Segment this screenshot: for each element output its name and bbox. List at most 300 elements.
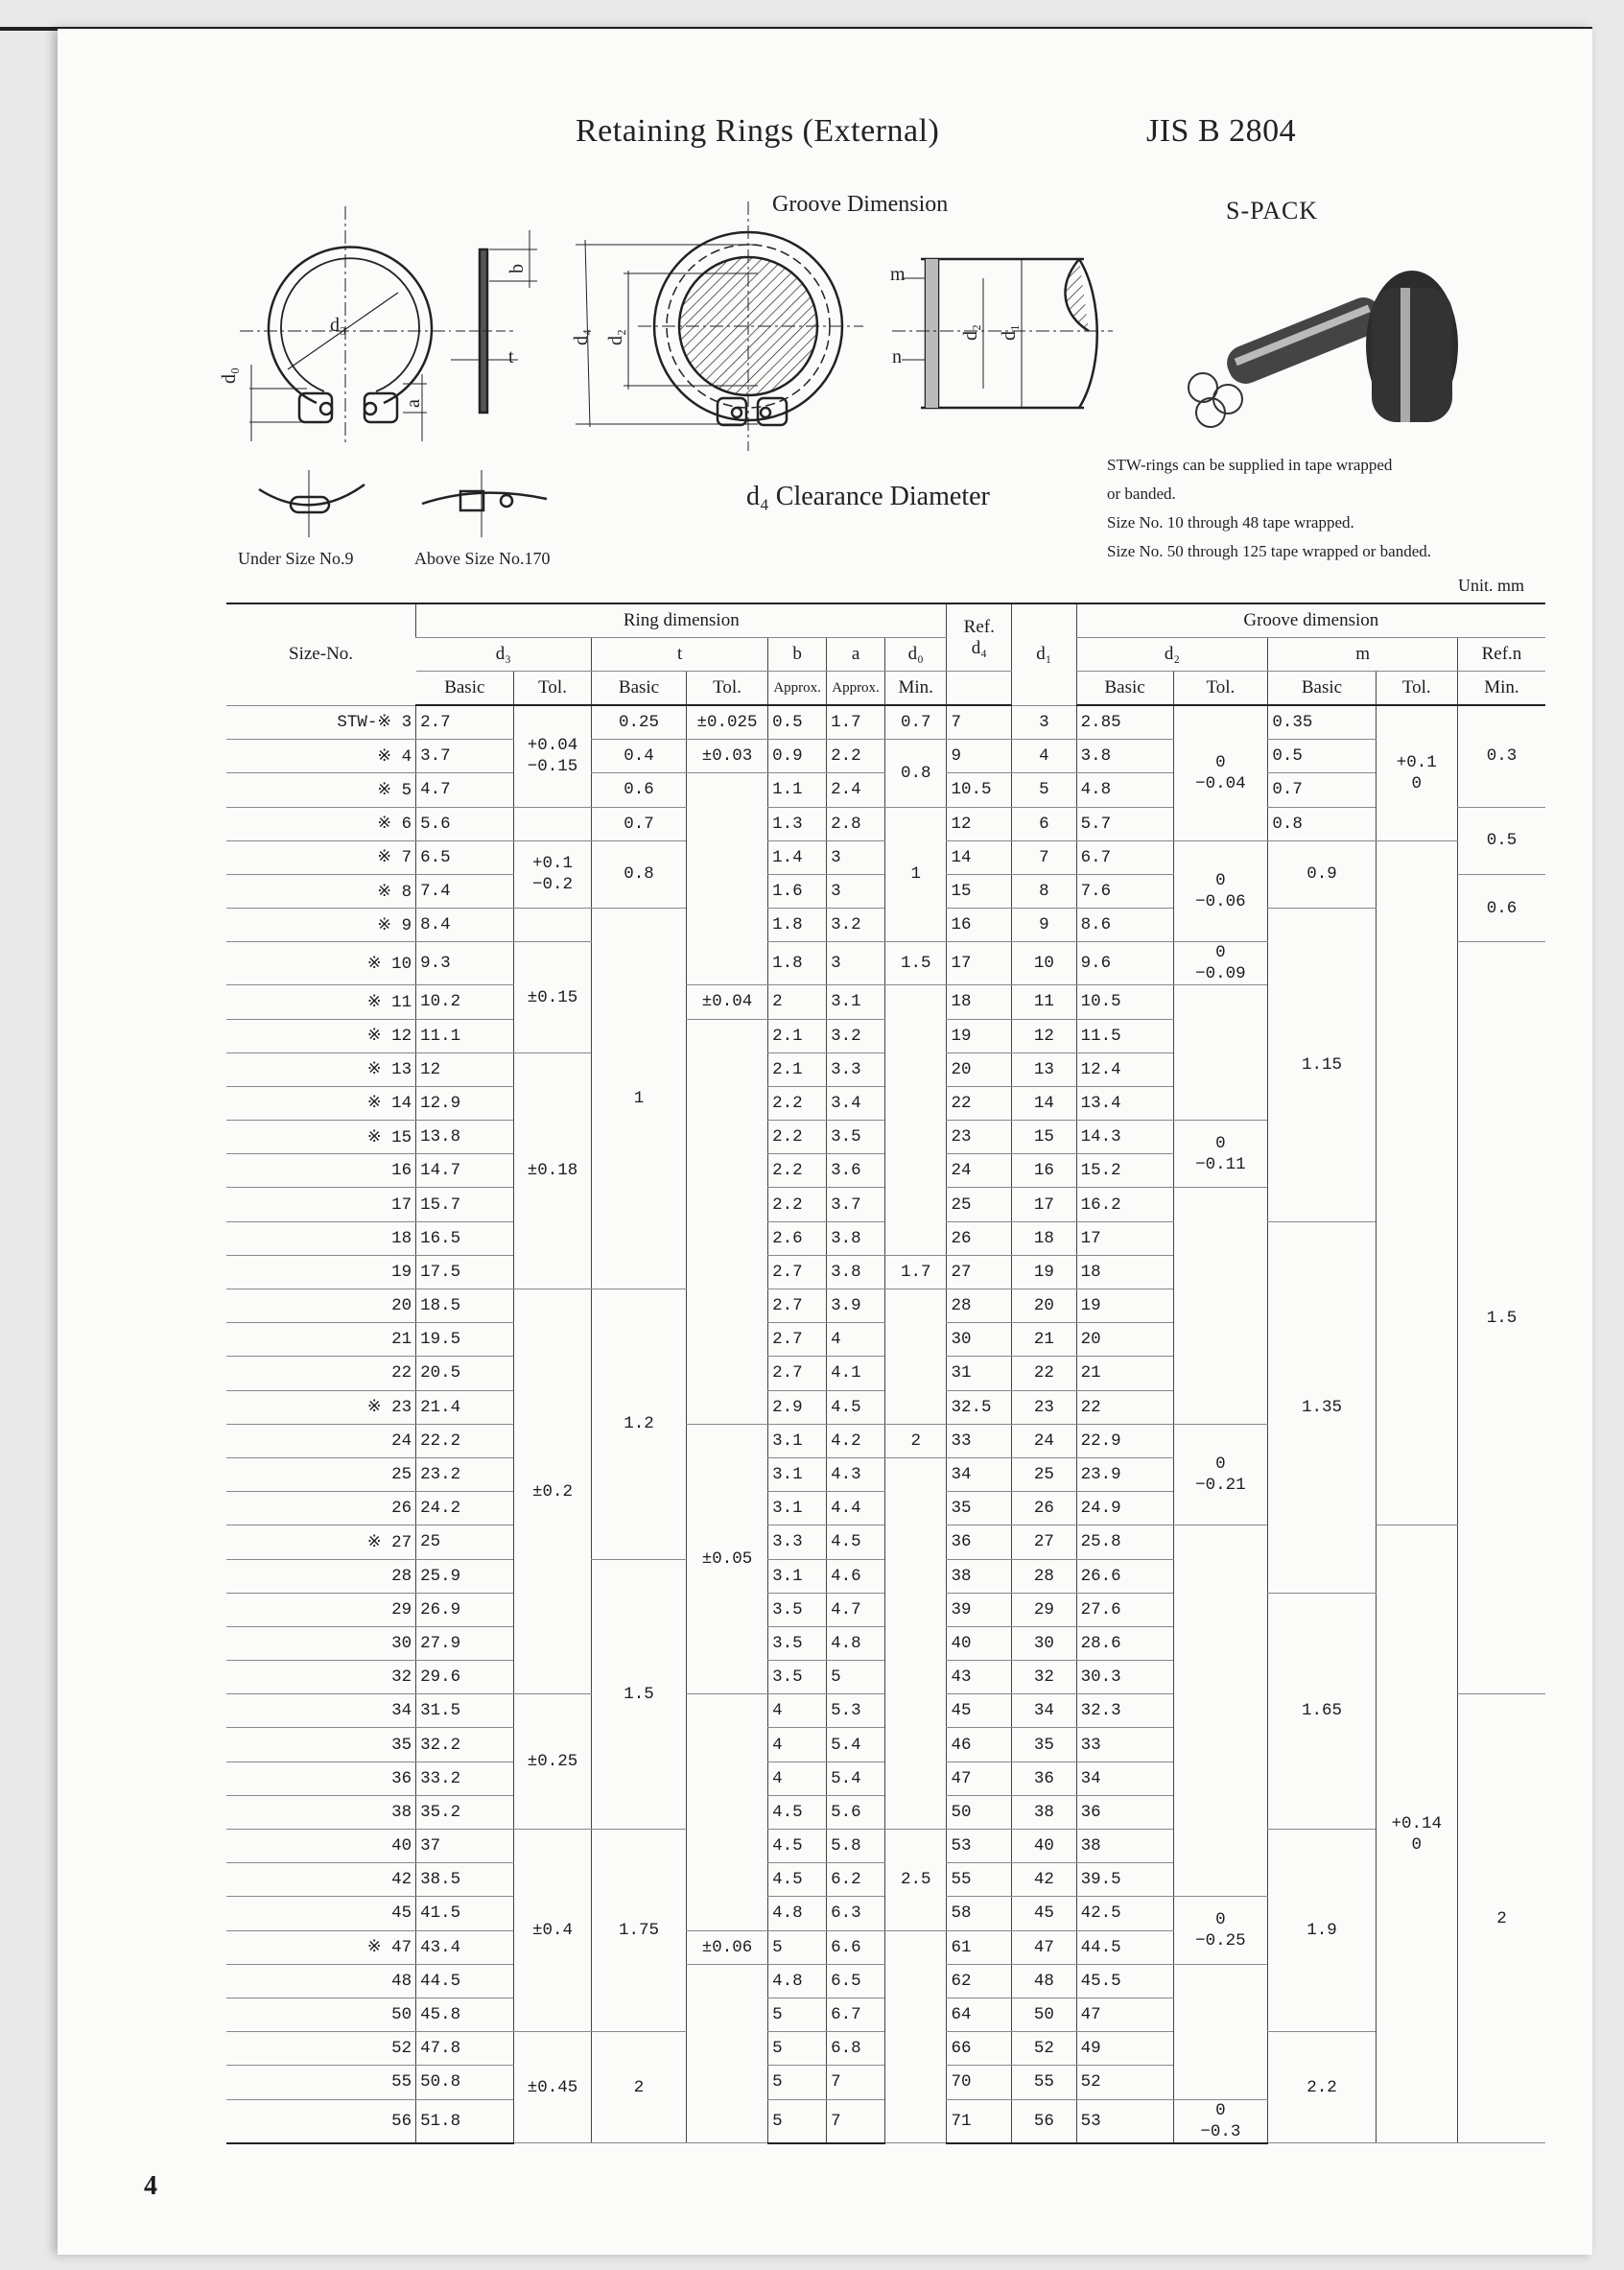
d3-basic-cell: 50.8 xyxy=(416,2066,514,2099)
b-approx-cell: 5 xyxy=(768,2066,827,2099)
d2-tol-cell: 0 −0.21 xyxy=(1173,1424,1268,1525)
b-approx-cell: 1.3 xyxy=(768,807,827,840)
d2-basic-cell: 14.3 xyxy=(1076,1121,1173,1154)
d1-cell: 17 xyxy=(1012,1188,1077,1221)
size-no-cell: 21 xyxy=(226,1323,416,1357)
d2-basic-cell: 18 xyxy=(1076,1255,1173,1289)
d4-ref-cell: 23 xyxy=(947,1121,1012,1154)
a-approx-cell: 3.8 xyxy=(827,1255,885,1289)
d4-ref-cell: 24 xyxy=(947,1154,1012,1188)
d4-ref-cell: 70 xyxy=(947,2066,1012,2099)
d3-basic-cell: 32.2 xyxy=(416,1728,514,1762)
d1-cell: 6 xyxy=(1012,807,1077,840)
size-no-cell: 40 xyxy=(226,1830,416,1863)
d2-basic-cell: 26.6 xyxy=(1076,1559,1173,1593)
b-approx-cell: 2.7 xyxy=(768,1255,827,1289)
a-label: a xyxy=(403,399,424,408)
d4-ref-cell: 55 xyxy=(947,1863,1012,1897)
d3-basic-cell: 21.4 xyxy=(416,1390,514,1424)
t-tol-cell: ±0.03 xyxy=(686,740,767,773)
b-approx-cell: 2.7 xyxy=(768,1357,827,1390)
b-approx-cell: 4.8 xyxy=(768,1964,827,1998)
d1-cell: 11 xyxy=(1012,985,1077,1019)
m-basic-cell: 1.15 xyxy=(1268,909,1376,1222)
d2-basic-cell: 7.6 xyxy=(1076,874,1173,908)
d3-basic-cell: 12 xyxy=(416,1052,514,1086)
d4-ref-cell: 17 xyxy=(947,942,1012,985)
size-no-cell: ※ 9 xyxy=(226,909,416,942)
b-approx-cell: 0.5 xyxy=(768,705,827,740)
d3-basic-cell: 33.2 xyxy=(416,1762,514,1795)
b-approx-cell: 4 xyxy=(768,1694,827,1728)
size-no-cell: 18 xyxy=(226,1221,416,1255)
d2-basic-cell: 42.5 xyxy=(1076,1897,1173,1930)
d1-cell: 50 xyxy=(1012,1998,1077,2031)
size-no-cell: ※ 14 xyxy=(226,1086,416,1120)
b-approx-cell: 0.9 xyxy=(768,740,827,773)
d3-tol-cell: ±0.18 xyxy=(514,1052,592,1289)
a-approx-cell: 3 xyxy=(827,874,885,908)
d4-ref-cell: 25 xyxy=(947,1188,1012,1221)
d0-min-cell: 0.8 xyxy=(884,740,946,807)
d1-cell: 15 xyxy=(1012,1121,1077,1154)
size-no-cell: ※ 12 xyxy=(226,1019,416,1052)
t-basic-cell: 1.5 xyxy=(592,1559,687,1830)
d3-tol-cell: +0.1 −0.2 xyxy=(514,840,592,908)
size-no-cell: 32 xyxy=(226,1661,416,1694)
d2-basic-cell: 44.5 xyxy=(1076,1930,1173,1964)
refn-min-cell: 0.3 xyxy=(1457,705,1545,807)
a-approx-cell: 3 xyxy=(827,942,885,985)
b-approx-cell: 5 xyxy=(768,1998,827,2031)
b-approx-cell: 5 xyxy=(768,2099,827,2143)
d4-ref-cell: 47 xyxy=(947,1762,1012,1795)
size-no-cell: ※ 11 xyxy=(226,985,416,1019)
a-approx-cell: 5.8 xyxy=(827,1830,885,1863)
m-label: m xyxy=(890,264,906,285)
t-tol-cell xyxy=(686,1964,767,2142)
d4-ref-cell: 61 xyxy=(947,1930,1012,1964)
header-refn: Ref.n xyxy=(1457,638,1545,672)
d3-basic-cell: 16.5 xyxy=(416,1221,514,1255)
b-approx-cell: 4.8 xyxy=(768,1897,827,1930)
m-basic-cell: 1.35 xyxy=(1268,1221,1376,1593)
d0-min-cell xyxy=(884,1457,946,1829)
groove-assembly-view xyxy=(576,201,863,451)
a-approx-cell: 4.3 xyxy=(827,1457,885,1491)
a-approx-cell: 3.7 xyxy=(827,1188,885,1221)
d1-cell: 24 xyxy=(1012,1424,1077,1457)
d3-basic-cell: 19.5 xyxy=(416,1323,514,1357)
note-line-2: or banded. xyxy=(1107,485,1176,503)
d3-basic-cell: 15.7 xyxy=(416,1188,514,1221)
d2-basic-cell: 6.7 xyxy=(1076,840,1173,874)
page-title: Retaining Rings (External) xyxy=(576,113,940,149)
a-approx-cell: 4.5 xyxy=(827,1525,885,1559)
table-row xyxy=(226,1830,1545,1863)
header-d0-min: Min. xyxy=(884,672,946,706)
d3-basic-cell: 6.5 xyxy=(416,840,514,874)
m-tol-cell: +0.1 0 xyxy=(1376,705,1457,840)
b-approx-cell: 5 xyxy=(768,1930,827,1964)
header-b: b xyxy=(768,638,827,672)
d3-basic-cell: 8.4 xyxy=(416,909,514,942)
d3-basic-cell: 45.8 xyxy=(416,1998,514,2031)
d0-min-cell: 2.5 xyxy=(884,1830,946,1931)
d3-basic-cell: 31.5 xyxy=(416,1694,514,1728)
a-approx-cell: 3 xyxy=(827,840,885,874)
size-no-cell: STW-※ 3 xyxy=(226,705,416,740)
b-approx-cell: 1.1 xyxy=(768,773,827,807)
size-no-cell: ※ 7 xyxy=(226,840,416,874)
refn-min-cell: 0.5 xyxy=(1457,807,1545,874)
size-no-cell: 45 xyxy=(226,1897,416,1930)
d2-basic-cell: 39.5 xyxy=(1076,1863,1173,1897)
d3-tol-cell: ±0.15 xyxy=(514,942,592,1052)
d1-cell: 3 xyxy=(1012,705,1077,740)
d4-ref-cell: 36 xyxy=(947,1525,1012,1559)
d0-min-cell: 1.5 xyxy=(884,942,946,985)
d0-label: d₀ xyxy=(219,367,240,384)
header-d2: d₂ xyxy=(1076,638,1268,672)
m-basic-cell: 1.9 xyxy=(1268,1830,1376,2032)
d1-cell: 19 xyxy=(1012,1255,1077,1289)
b-label: b xyxy=(506,264,528,273)
d2-tol-cell: 0 −0.09 xyxy=(1173,942,1268,985)
d2-basic-cell: 23.9 xyxy=(1076,1457,1173,1491)
d4-ref-cell: 18 xyxy=(947,985,1012,1019)
a-approx-cell: 6.5 xyxy=(827,1964,885,1998)
size-no-cell: ※ 4 xyxy=(226,740,416,773)
a-approx-cell: 3.4 xyxy=(827,1086,885,1120)
d3-basic-cell: 14.7 xyxy=(416,1154,514,1188)
d4-ref-cell: 50 xyxy=(947,1795,1012,1829)
d2-basic-cell: 34 xyxy=(1076,1762,1173,1795)
d0-min-cell xyxy=(884,1930,946,2142)
a-approx-cell: 5.3 xyxy=(827,1694,885,1728)
d2-basic-cell: 36 xyxy=(1076,1795,1173,1829)
size-no-cell: 55 xyxy=(226,2066,416,2099)
b-approx-cell: 3.1 xyxy=(768,1424,827,1457)
d1-cell: 16 xyxy=(1012,1154,1077,1188)
size-no-cell: 20 xyxy=(226,1289,416,1323)
d2-tol-cell: 0 −0.06 xyxy=(1173,840,1268,942)
size-no-cell: 34 xyxy=(226,1694,416,1728)
b-approx-cell: 2.2 xyxy=(768,1188,827,1221)
spack-product-photo xyxy=(1189,271,1458,427)
d3-basic-cell: 17.5 xyxy=(416,1255,514,1289)
t-basic-cell: 1.2 xyxy=(592,1289,687,1560)
d2-basic-cell: 24.9 xyxy=(1076,1492,1173,1525)
d2-basic-cell: 11.5 xyxy=(1076,1019,1173,1052)
m-basic-cell: 0.8 xyxy=(1268,807,1376,840)
size-no-cell: 30 xyxy=(226,1626,416,1660)
d1-cell: 34 xyxy=(1012,1694,1077,1728)
size-no-cell: ※ 23 xyxy=(226,1390,416,1424)
a-approx-cell: 4.2 xyxy=(827,1424,885,1457)
t-tol-cell: ±0.025 xyxy=(686,705,767,740)
ring-side-view xyxy=(451,230,537,413)
header-t: t xyxy=(592,638,768,672)
d4-ref-cell: 14 xyxy=(947,840,1012,874)
d3-basic-cell: 20.5 xyxy=(416,1357,514,1390)
a-approx-cell: 6.6 xyxy=(827,1930,885,1964)
d4-ref-cell: 32.5 xyxy=(947,1390,1012,1424)
t-tol-cell xyxy=(686,1019,767,1424)
d4-ref-cell: 12 xyxy=(947,807,1012,840)
d3-basic-cell: 35.2 xyxy=(416,1795,514,1829)
a-approx-cell: 3.3 xyxy=(827,1052,885,1086)
b-approx-cell: 3.1 xyxy=(768,1559,827,1593)
d4-ref-cell: 33 xyxy=(947,1424,1012,1457)
a-approx-cell: 4.8 xyxy=(827,1626,885,1660)
page-number: 4 xyxy=(144,2171,157,2201)
standard-code: JIS B 2804 xyxy=(1146,113,1297,149)
d3-basic-cell: 37 xyxy=(416,1830,514,1863)
d2-tol-cell xyxy=(1173,1964,1268,2099)
clearance-diameter-label: d₄ Clearance Diameter xyxy=(746,482,990,511)
d2-basic-cell: 9.6 xyxy=(1076,942,1173,985)
d1-cell: 5 xyxy=(1012,773,1077,807)
d4-ref-cell: 62 xyxy=(947,1964,1012,1998)
d2-tol-cell xyxy=(1173,985,1268,1121)
b-approx-cell: 2.9 xyxy=(768,1390,827,1424)
d3-basic-cell: 13.8 xyxy=(416,1121,514,1154)
unit-label: Unit. mm xyxy=(1458,576,1525,595)
b-approx-cell: 1.8 xyxy=(768,942,827,985)
header-d0: d₀ xyxy=(884,638,946,672)
d0-min-cell: 0.7 xyxy=(884,705,946,740)
d1-cell: 42 xyxy=(1012,1863,1077,1897)
size-no-cell: ※ 27 xyxy=(226,1525,416,1559)
m-basic-cell: 1.65 xyxy=(1268,1593,1376,1829)
spack-note xyxy=(1107,451,1567,566)
t-basic-cell: 0.8 xyxy=(592,840,687,908)
d4-ref-cell: 40 xyxy=(947,1626,1012,1660)
d2-basic-cell: 38 xyxy=(1076,1830,1173,1863)
t-tol-cell xyxy=(686,773,767,985)
size-no-cell: ※ 47 xyxy=(226,1930,416,1964)
d3-basic-cell: 2.7 xyxy=(416,705,514,740)
size-no-cell: 35 xyxy=(226,1728,416,1762)
d2-basic-cell: 52 xyxy=(1076,2066,1173,2099)
d4-ref-cell: 19 xyxy=(947,1019,1012,1052)
d1-cell: 47 xyxy=(1012,1930,1077,1964)
d2-basic-cell: 20 xyxy=(1076,1323,1173,1357)
a-approx-cell: 3.2 xyxy=(827,1019,885,1052)
a-approx-cell: 4.6 xyxy=(827,1559,885,1593)
d3-label: d₃ xyxy=(330,315,346,336)
a-approx-cell: 2.8 xyxy=(827,807,885,840)
d4-ref-cell: 46 xyxy=(947,1728,1012,1762)
d1-cell: 48 xyxy=(1012,1964,1077,1998)
d4-ref-cell: 31 xyxy=(947,1357,1012,1390)
d1-cell: 10 xyxy=(1012,942,1077,985)
m-basic-cell: 0.9 xyxy=(1268,840,1376,908)
d2-tol-cell xyxy=(1173,1188,1268,1424)
size-no-cell: 25 xyxy=(226,1457,416,1491)
b-approx-cell: 2.1 xyxy=(768,1019,827,1052)
d2-basic-cell: 25.8 xyxy=(1076,1525,1173,1559)
size-no-cell: ※ 8 xyxy=(226,874,416,908)
d1-cell: 45 xyxy=(1012,1897,1077,1930)
b-approx-cell: 2.2 xyxy=(768,1121,827,1154)
d3-tol-cell: ±0.4 xyxy=(514,1830,592,2032)
d3-tol-cell xyxy=(514,807,592,840)
d4-ref-cell: 15 xyxy=(947,874,1012,908)
d4-ref-cell: 26 xyxy=(947,1221,1012,1255)
note-line-4: Size No. 50 through 125 tape wrapped or banded. xyxy=(1107,542,1432,560)
d1-cell: 52 xyxy=(1012,2032,1077,2066)
d1-cell: 35 xyxy=(1012,1728,1077,1762)
m-tol-cell: +0.14 0 xyxy=(1376,1525,1457,2143)
d2-tol-cell: 0 −0.3 xyxy=(1173,2099,1268,2143)
b-approx-cell: 4 xyxy=(768,1762,827,1795)
t-tol-cell: ±0.04 xyxy=(686,985,767,1019)
d1-cell: 22 xyxy=(1012,1357,1077,1390)
d3-basic-cell: 11.1 xyxy=(416,1019,514,1052)
header-t-basic: Basic xyxy=(592,672,687,706)
under-size-caption: Under Size No.9 xyxy=(238,549,354,568)
d2-basic-cell: 53 xyxy=(1076,2099,1173,2143)
header-m: m xyxy=(1268,638,1458,672)
header-m-tol: Tol. xyxy=(1376,672,1457,706)
refn-min-cell: 1.5 xyxy=(1457,942,1545,1694)
groove-dimension-label: Groove Dimension xyxy=(772,192,949,217)
size-no-cell: 28 xyxy=(226,1559,416,1593)
d3-basic-cell: 51.8 xyxy=(416,2099,514,2143)
size-no-cell: ※ 13 xyxy=(226,1052,416,1086)
d1-cell: 7 xyxy=(1012,840,1077,874)
d2-basic-cell: 10.5 xyxy=(1076,985,1173,1019)
header-t-tol: Tol. xyxy=(686,672,767,706)
d4-ref-cell: 58 xyxy=(947,1897,1012,1930)
t-basic-cell: 1 xyxy=(592,909,687,1289)
d0-min-cell xyxy=(884,1289,946,1425)
a-approx-cell: 3.9 xyxy=(827,1289,885,1323)
size-no-cell: ※ 5 xyxy=(226,773,416,807)
t-label: t xyxy=(508,346,514,367)
d4-ref-cell: 30 xyxy=(947,1323,1012,1357)
d2-label-assembly: d₂ xyxy=(605,329,626,345)
header-d2-basic: Basic xyxy=(1076,672,1173,706)
d1-cell: 28 xyxy=(1012,1559,1077,1593)
b-approx-cell: 1.6 xyxy=(768,874,827,908)
d4-ref-cell: 38 xyxy=(947,1559,1012,1593)
d4-ref-cell: 66 xyxy=(947,2032,1012,2066)
size-no-cell: 50 xyxy=(226,1998,416,2031)
d4-ref-cell: 28 xyxy=(947,1289,1012,1323)
b-approx-cell: 5 xyxy=(768,2032,827,2066)
d4-label: d₄ xyxy=(571,329,592,345)
t-basic-cell: 0.6 xyxy=(592,773,687,807)
d3-basic-cell: 3.7 xyxy=(416,740,514,773)
d2-basic-cell: 28.6 xyxy=(1076,1626,1173,1660)
b-approx-cell: 2.7 xyxy=(768,1289,827,1323)
b-approx-cell: 3.5 xyxy=(768,1593,827,1626)
size-no-cell: 22 xyxy=(226,1357,416,1390)
d2-basic-cell: 49 xyxy=(1076,2032,1173,2066)
d1-cell: 25 xyxy=(1012,1457,1077,1491)
d4-ref-cell: 45 xyxy=(947,1694,1012,1728)
header-ref: Ref. d₄ xyxy=(947,603,1012,672)
t-basic-cell: 2 xyxy=(592,2032,687,2143)
above-size-ear-detail xyxy=(422,470,547,537)
t-tol-cell: ±0.06 xyxy=(686,1930,767,1964)
a-approx-cell: 5.4 xyxy=(827,1762,885,1795)
d3-basic-cell: 44.5 xyxy=(416,1964,514,1998)
a-approx-cell: 3.8 xyxy=(827,1221,885,1255)
note-line-3: Size No. 10 through 48 tape wrapped. xyxy=(1107,513,1354,532)
a-approx-cell: 4.1 xyxy=(827,1357,885,1390)
header-d3-tol: Tol. xyxy=(514,672,592,706)
a-approx-cell: 4.4 xyxy=(827,1492,885,1525)
d3-tol-cell: ±0.45 xyxy=(514,2032,592,2143)
t-tol-cell xyxy=(686,1694,767,1930)
d1-cell: 38 xyxy=(1012,1795,1077,1829)
b-approx-cell: 4.5 xyxy=(768,1863,827,1897)
size-no-cell: 19 xyxy=(226,1255,416,1289)
m-basic-cell: 0.7 xyxy=(1268,773,1376,807)
d2-basic-cell: 15.2 xyxy=(1076,1154,1173,1188)
d3-basic-cell: 4.7 xyxy=(416,773,514,807)
d2-basic-cell: 16.2 xyxy=(1076,1188,1173,1221)
d1-label: d₁ xyxy=(999,324,1020,341)
d1-cell: 12 xyxy=(1012,1019,1077,1052)
d0-min-cell: 1.7 xyxy=(884,1255,946,1289)
d3-basic-cell: 7.4 xyxy=(416,874,514,908)
b-approx-cell: 3.3 xyxy=(768,1525,827,1559)
d1-cell: 55 xyxy=(1012,2066,1077,2099)
d1-cell: 40 xyxy=(1012,1830,1077,1863)
d2-basic-cell: 5.7 xyxy=(1076,807,1173,840)
size-no-cell: 29 xyxy=(226,1593,416,1626)
d1-cell: 36 xyxy=(1012,1762,1077,1795)
d2-basic-cell: 45.5 xyxy=(1076,1964,1173,1998)
d2-basic-cell: 2.85 xyxy=(1076,705,1173,740)
header-d3: d₃ xyxy=(416,638,592,672)
d1-cell: 14 xyxy=(1012,1086,1077,1120)
b-approx-cell: 3.5 xyxy=(768,1661,827,1694)
b-approx-cell: 1.4 xyxy=(768,840,827,874)
d1-cell: 56 xyxy=(1012,2099,1077,2143)
d4-ref-cell: 9 xyxy=(947,740,1012,773)
d2-basic-cell: 30.3 xyxy=(1076,1661,1173,1694)
d4-ref-cell: 43 xyxy=(947,1661,1012,1694)
b-approx-cell: 4.5 xyxy=(768,1830,827,1863)
d3-basic-cell: 5.6 xyxy=(416,807,514,840)
d3-tol-cell: ±0.2 xyxy=(514,1289,592,1694)
a-approx-cell: 2.4 xyxy=(827,773,885,807)
d3-basic-cell: 9.3 xyxy=(416,942,514,985)
d3-basic-cell: 12.9 xyxy=(416,1086,514,1120)
a-approx-cell: 6.2 xyxy=(827,1863,885,1897)
b-approx-cell: 2.7 xyxy=(768,1323,827,1357)
header-a-approx: Approx. xyxy=(827,672,885,706)
size-no-cell: 36 xyxy=(226,1762,416,1795)
b-approx-cell: 4.5 xyxy=(768,1795,827,1829)
d2-tol-cell: 0 −0.04 xyxy=(1173,705,1268,840)
d4-ref-cell: 53 xyxy=(947,1830,1012,1863)
table-row xyxy=(226,705,1545,740)
d4-ref-cell: 34 xyxy=(947,1457,1012,1491)
header-d3-basic: Basic xyxy=(416,672,514,706)
d1-cell: 26 xyxy=(1012,1492,1077,1525)
d0-min-cell: 2 xyxy=(884,1424,946,1457)
d3-basic-cell: 22.2 xyxy=(416,1424,514,1457)
d4-ref-cell: 27 xyxy=(947,1255,1012,1289)
a-approx-cell: 4.7 xyxy=(827,1593,885,1626)
